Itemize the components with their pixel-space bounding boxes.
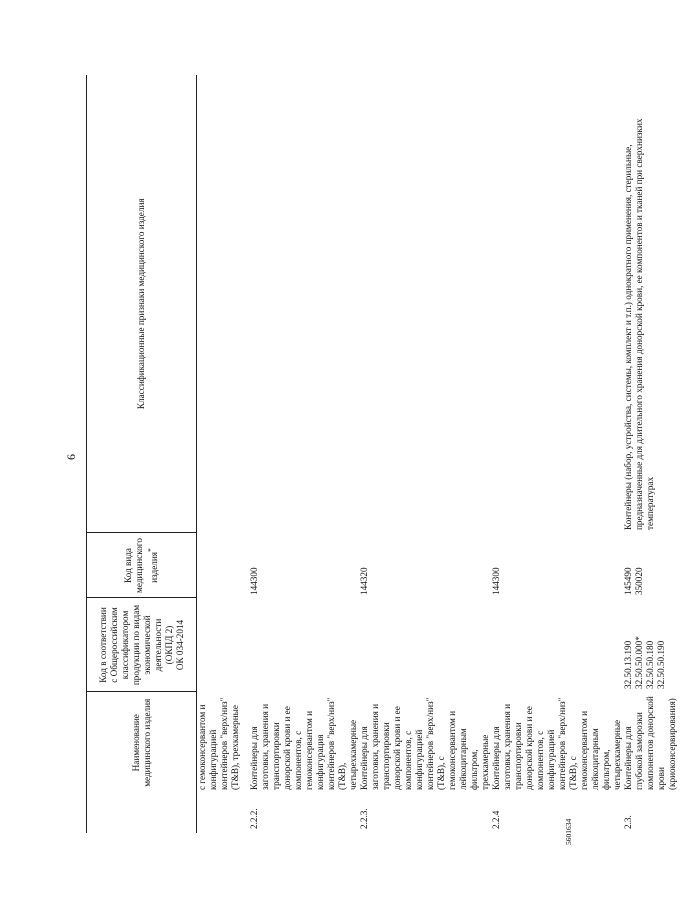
row-attr [359,75,491,533]
row-name: Контейнеры для глубокой заморозки компонентов донорской крови (криоконсервирования) [622,696,677,790]
header-attr: Классификационные признаки медицинского изделия [87,75,197,533]
row-okpd [249,598,359,692]
row-attr [491,75,623,533]
document-code: 5601634 [564,818,573,845]
row-num: 2.3. [622,815,633,829]
table-row [197,75,249,833]
header-okpd-line: деятельности [152,618,163,672]
row-attr: Контейнеры (набор, устройства, системы, комплект и т.п.) однократного применения, стерильные, предназначенные для длительного хранения донорской крови, ее компонентов и тканей при сверхнизких температурах [622,118,655,530]
row-kind: 145490 350020 [622,567,644,595]
header-okpd-line: экономической [141,615,152,675]
okpd-code: 32.50.13.190 [622,640,633,689]
header-kind-label: Код вида медицинского изделия [122,538,160,593]
header-okpd-line: (ОКПД 2) [163,625,174,665]
okpd-code: 32.50.50.190 [655,640,666,689]
row-kind: 144300 [490,567,501,595]
header-kind-mark: * [145,548,155,552]
table-row [491,75,623,833]
rotated-sheet [60,65,677,845]
row-okpd [623,598,683,692]
row-okpd [359,598,491,692]
okpd-code: 32.50.50.180 [644,640,655,689]
row-attr [197,75,249,533]
header-name: Наименование медицинского изделия [87,692,197,793]
row-num: 2.2.3. [358,808,369,829]
row-num: 2.2.2. [248,808,259,829]
row-okpd [197,598,249,692]
table-row [623,75,683,833]
classification-table [86,75,683,833]
row-name: с гемоконсервантом и конфигурацией контейнеров "верх/низ" (Т&В), трехкамерные [197,697,240,790]
header-okpd-line: Код в соответствии [97,607,108,683]
header-num-cell [87,793,197,833]
header-kind [87,533,197,598]
table-row [249,75,359,833]
row-kind: 144300 [248,567,259,595]
row-name: Контейнеры для заготовки, хранения и транспортировки донорской крови и ее компонентов, с гемоконсервантом и конфигурация контейнеров "верх/низ" (Т&В), четырехкамерные [248,697,358,790]
row-okpd [491,598,623,692]
okpd-code: 32.50.50.000* [633,636,644,689]
row-num [197,793,249,833]
table-header-row [87,75,197,833]
row-name: Контейнеры для заготовки, хранения и транспортировки донорской крови и ее компонентов, с конфигурацией контейнеров "верх/низ" (Т&В), с гемоконсервантом и лейкоцитарным фильтром, четырехкамерные [490,697,622,790]
row-kind [197,533,249,598]
row-kind: 144320 [358,567,369,595]
header-okpd-line: с Общероссийским [108,607,119,683]
row-name: Контейнеры для заготовки, хранения и транспортировки донорской крови и ее компонентов, с конфигурацией контейнеров "верх/низ" (Т&В), с гемоконсервантом и лейкоцитарным фильтром, трехкамерные [358,697,490,790]
header-okpd [87,598,197,692]
row-attr [249,75,359,533]
header-okpd-line: классификатором [119,610,130,680]
table-row [359,75,491,833]
header-okpd-line: ОК 034-2014 [174,619,185,671]
row-num: 2.2.4 [490,810,501,829]
page-number: 6 [64,454,78,460]
header-okpd-line: продукции по видам [130,604,141,686]
